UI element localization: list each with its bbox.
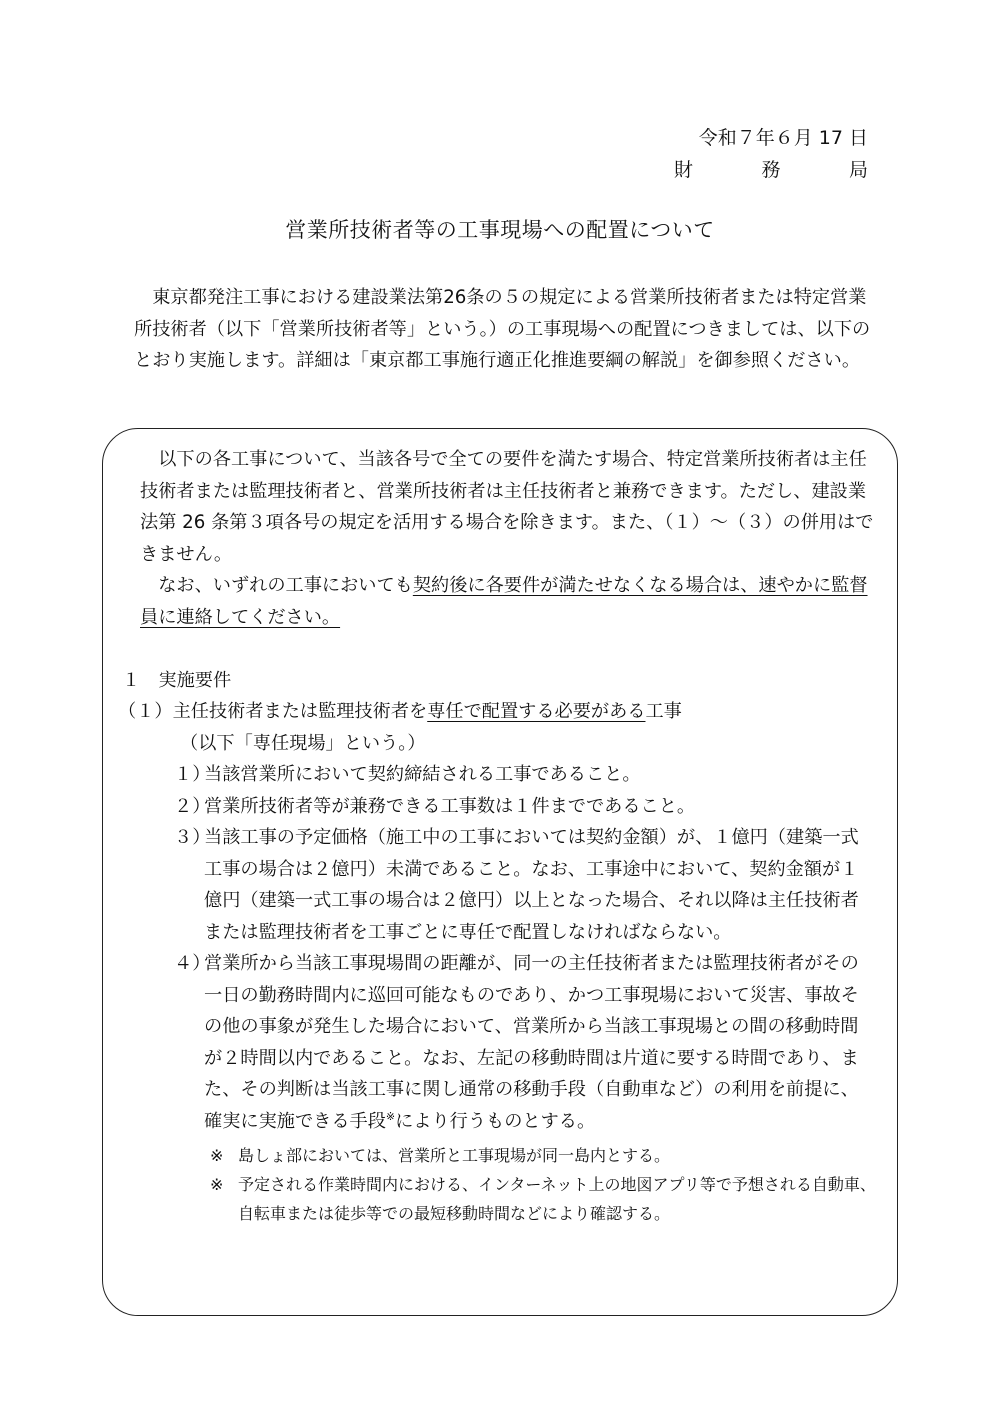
requirement-item xyxy=(174,759,876,791)
note-text: 予定される作業時間内における、インターネット上の地図アプリ等で予想される自動車、自転車または徒歩等での最短移動時間などにより確認する。 xyxy=(238,1175,876,1223)
note-mark: ※ xyxy=(210,1146,224,1165)
department-name xyxy=(674,154,868,186)
note-item xyxy=(210,1141,876,1170)
requirement-number: ４） xyxy=(174,953,211,974)
note-text: 島しょ部においては、営業所と工事現場が同一島内とする。 xyxy=(238,1146,671,1165)
requirement-item xyxy=(174,822,876,948)
document-title: 営業所技術者等の工事現場への配置について xyxy=(285,218,715,242)
item-1-text: 主任技術者または監理技術者を xyxy=(172,701,428,722)
spacer xyxy=(140,633,876,665)
department-char: 局 xyxy=(848,159,868,181)
item-1-subtext: （以下「専任現場」という。） xyxy=(180,732,426,754)
requirement-number: ２） xyxy=(174,795,211,817)
intro-paragraph: 東京都発注工事における建設業法第26条の５の規定による営業所技術者または特定営業所技術者（以下「営業所技術者等」という。）の工事現場への配置につきましては、以下のとおり実施します。詳細は「東京都工事施行適正化推進要綱の解説」を御参照ください。 xyxy=(134,287,871,371)
requirement-text xyxy=(204,948,876,1137)
department-char: 務 xyxy=(761,159,781,181)
item-1-heading xyxy=(118,696,876,728)
requirement-number: １） xyxy=(174,764,211,785)
requirement-item xyxy=(174,948,876,1137)
intro-section xyxy=(134,282,874,377)
footnote-mark: ※ xyxy=(385,1109,396,1123)
note-mark: ※ xyxy=(210,1175,224,1194)
box-paragraph-1: 以下の各工事について、当該各号で全ての要件を満たす場合、特定営業所技術者は主任技術者または監理技術者と、営業所技術者は主任技術者と兼務できます。ただし、建設業法第 26 条第３項各号の規定を活用する場合を除きます。また、（１）～（３）の併用はできません。 xyxy=(140,449,874,565)
requirement-item xyxy=(174,791,876,823)
requirement-text: 当該工事の予定価格（施工中の工事においては契約金額）が、１億円（建築一式工事の場合は２億円）未満であること。なお、工事途中において、契約金額が１億円（建築一式工事の場合は２億円）以上となった場合、それ以降は主任技術者または監理技術者を工事ごとに専任で配置しなければならない。 xyxy=(204,827,859,943)
requirements-box-content xyxy=(118,444,876,1228)
issue-date: 令和７年６月 17 日 xyxy=(698,127,868,149)
department-char: 財 xyxy=(674,159,694,181)
requirement-number: ３） xyxy=(174,827,211,848)
note-item xyxy=(210,1170,876,1228)
item-1-text-after: 工事 xyxy=(645,701,682,722)
requirement-text: 当該営業所において契約締結される工事であること。 xyxy=(204,764,641,785)
notes-list xyxy=(210,1141,876,1228)
header-block xyxy=(674,122,868,186)
requirement-text-part: 営業所から当該工事現場間の距離が、同一の主任技術者または監理技術者がその一日の勤務時間内に巡回可能なものであり、かつ工事現場において災害、事故その他の事象が発生した場合において、営業所から当該工事現場との間の移動時間が２時間以内であること。なお、左記の移動時間は片道に要する時間であり、また、その判断は当該工事に関し通常の移動手段（自動車など）の利用を前提に、確実に実施できる手段 xyxy=(204,953,859,1132)
requirement-text: 営業所技術者等が兼務できる工事数は１件までであること。 xyxy=(204,795,696,817)
section-heading: １ 実施要件 xyxy=(122,669,232,691)
requirement-text-part: により行うものとする。 xyxy=(395,1110,596,1132)
box-paragraph-2-underlined: 契約後に各要件が満たせなくなる場合は、速やかに監督員に連絡してください。 xyxy=(140,575,868,628)
box-paragraph-2-plain: なお、いずれの工事においても xyxy=(158,575,413,596)
item-1-underlined: 専任で配置する必要がある xyxy=(427,701,646,722)
box-paragraph-2 xyxy=(140,570,876,633)
item-1-label: （１） xyxy=(118,701,173,722)
